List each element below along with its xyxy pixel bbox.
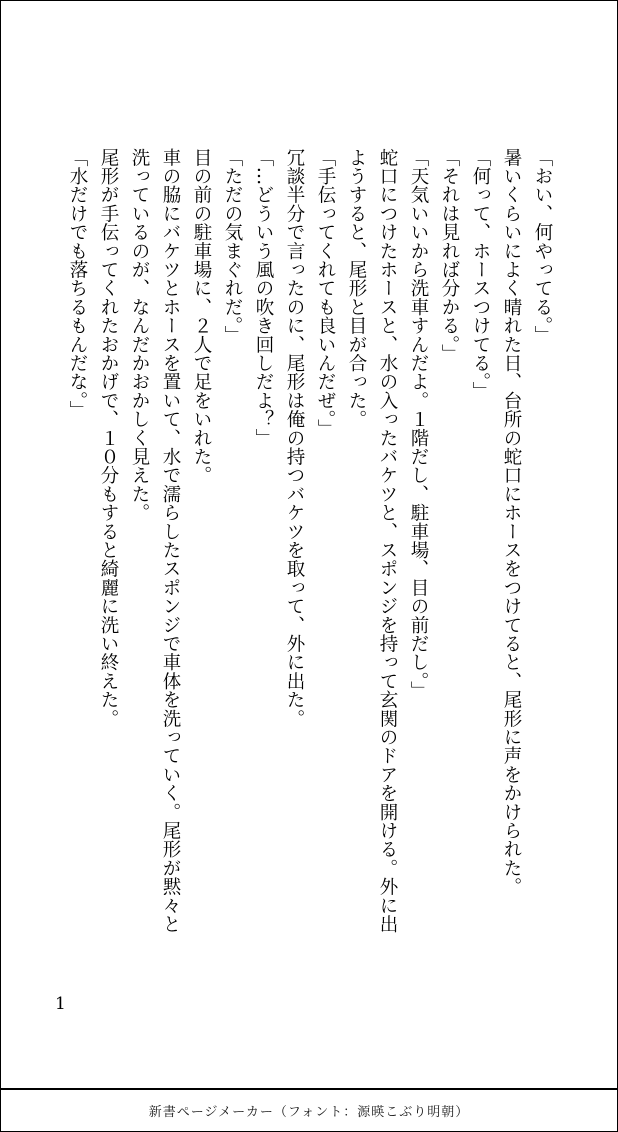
text-line: 「手伝ってくれても良いんだぜ。」 (315, 148, 336, 438)
vertical-text-block (62, 148, 558, 938)
text-line: 車の脇にバケツとホースを置いて、水で濡らしたスポンジで車体を洗っていく。尾形が黙々と (160, 148, 181, 934)
text-line: 蛇口につけたホースと、水の入ったバケツと、スポンジを持って玄関のドアを開ける。外に出 (377, 148, 398, 934)
text-line: 冗談半分で言ったのに、尾形は俺の持つバケツを取って、外に出た。 (284, 148, 305, 728)
text-line: 「何って、ホースつけてる。」 (470, 148, 491, 401)
text-line: ようすると、尾形と目が合った。 (346, 148, 367, 429)
text-line: 「…どういう風の吹き回しだよ？」 (253, 148, 274, 448)
page-number: 1 (55, 994, 66, 1014)
footer-divider (1, 1088, 617, 1090)
text-line: 「それは見れば分かる。」 (439, 148, 460, 364)
text-line: 「水だけでも落ちるもんだな。」 (67, 148, 88, 420)
text-line: 「おい、何やってる。」 (532, 148, 553, 345)
text-line: 洗っているのが、なんだかおかしく見えた。 (129, 148, 150, 522)
text-line: 暑いくらいによく晴れた日、台所の蛇口にホースをつけてると、尾形に声をかけられた。 (501, 148, 522, 896)
text-line: 「天気いいから洗車すんだよ。１階だし、駐車場、目の前だし。」 (408, 148, 429, 700)
text-line: 尾形が手伝ってくれたおかげで、１０分もすると綺麗に洗い終えた。 (98, 148, 119, 728)
text-line: 「ただの気まぐれだ。」 (222, 148, 243, 345)
text-line: 目の前の駐車場に、２人で足をいれた。 (191, 148, 212, 485)
footer-caption: 新書ページメーカー（フォント：源暎こぶり明朝） (148, 1105, 470, 1120)
